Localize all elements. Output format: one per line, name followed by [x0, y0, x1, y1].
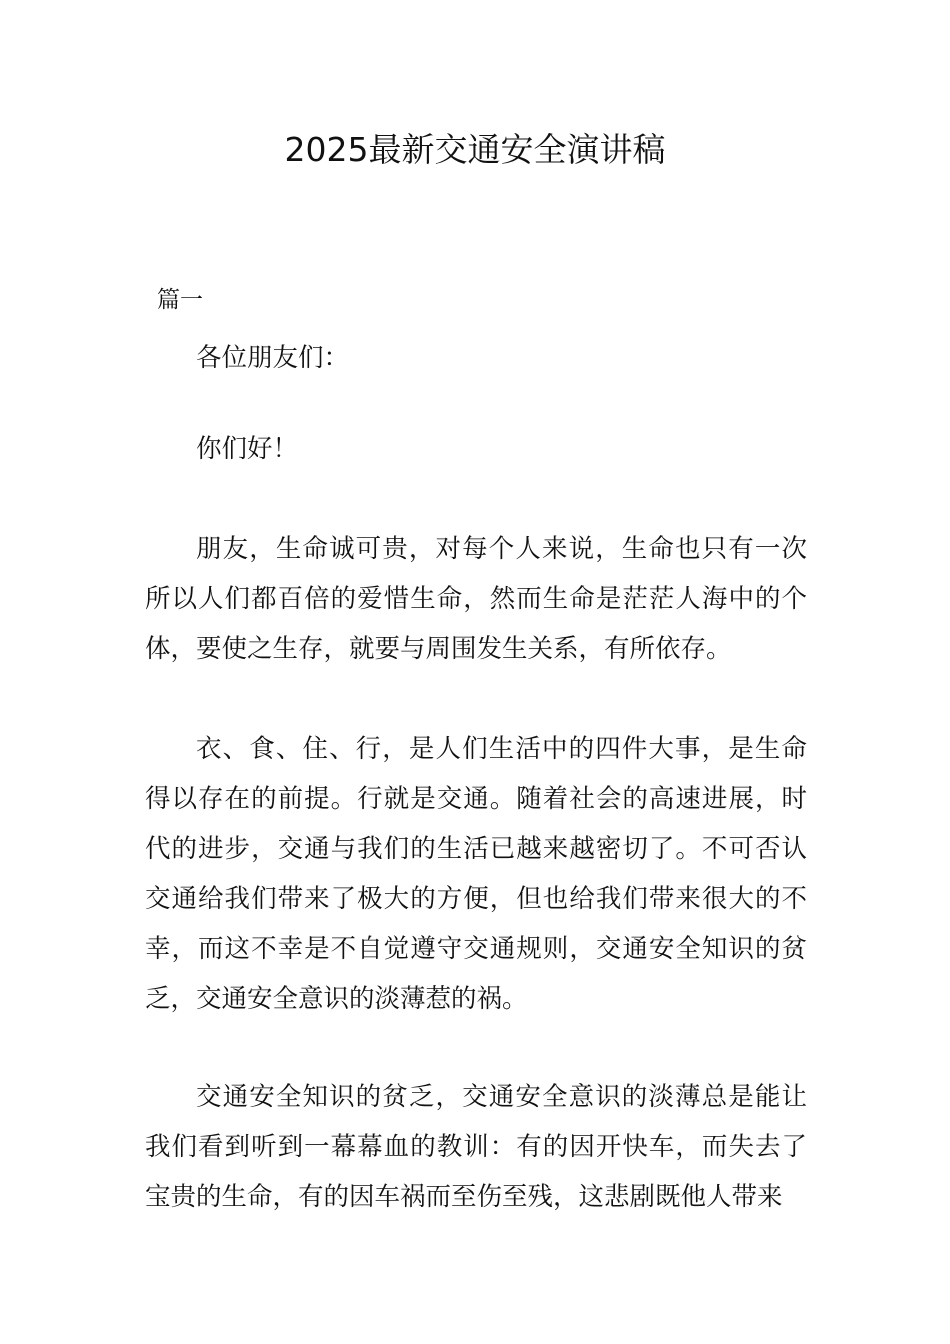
- document-title: 2025最新交通安全演讲稿: [284, 130, 666, 169]
- greeting-line: 各位朋友们：: [196, 343, 350, 373]
- hello-line: 你们好！: [196, 434, 299, 464]
- paragraph-1: 朋友，生命诚可贵，对每个人来说，生命也只有一次所以人们都百倍的爱惜生命，然而生命是茫茫人海中的个体，要使之生存，就要与周围发生关系，有所依存。: [145, 534, 807, 664]
- paragraph-2: 衣、食、住、行，是人们生活中的四件大事，是生命得以存在的前提。行就是交通。随着社会的高速进展，时代的进步，交通与我们的生活已越来越密切了。不可否认交通给我们带来了极大的方便，但也给我们带来很大的不幸，而这不幸是不自觉遵守交通规则，交通安全知识的贫乏，交通安全意识的淡薄惹的祸。: [145, 734, 807, 1014]
- section-label: 篇一: [157, 287, 203, 313]
- paragraph-3: 交通安全知识的贫乏，交通安全意识的淡薄总是能让我们看到听到一幕幕血的教训：有的因开快车，而失去了宝贵的生命，有的因车祸而至伤至残，这悲剧既他人带来: [145, 1082, 807, 1212]
